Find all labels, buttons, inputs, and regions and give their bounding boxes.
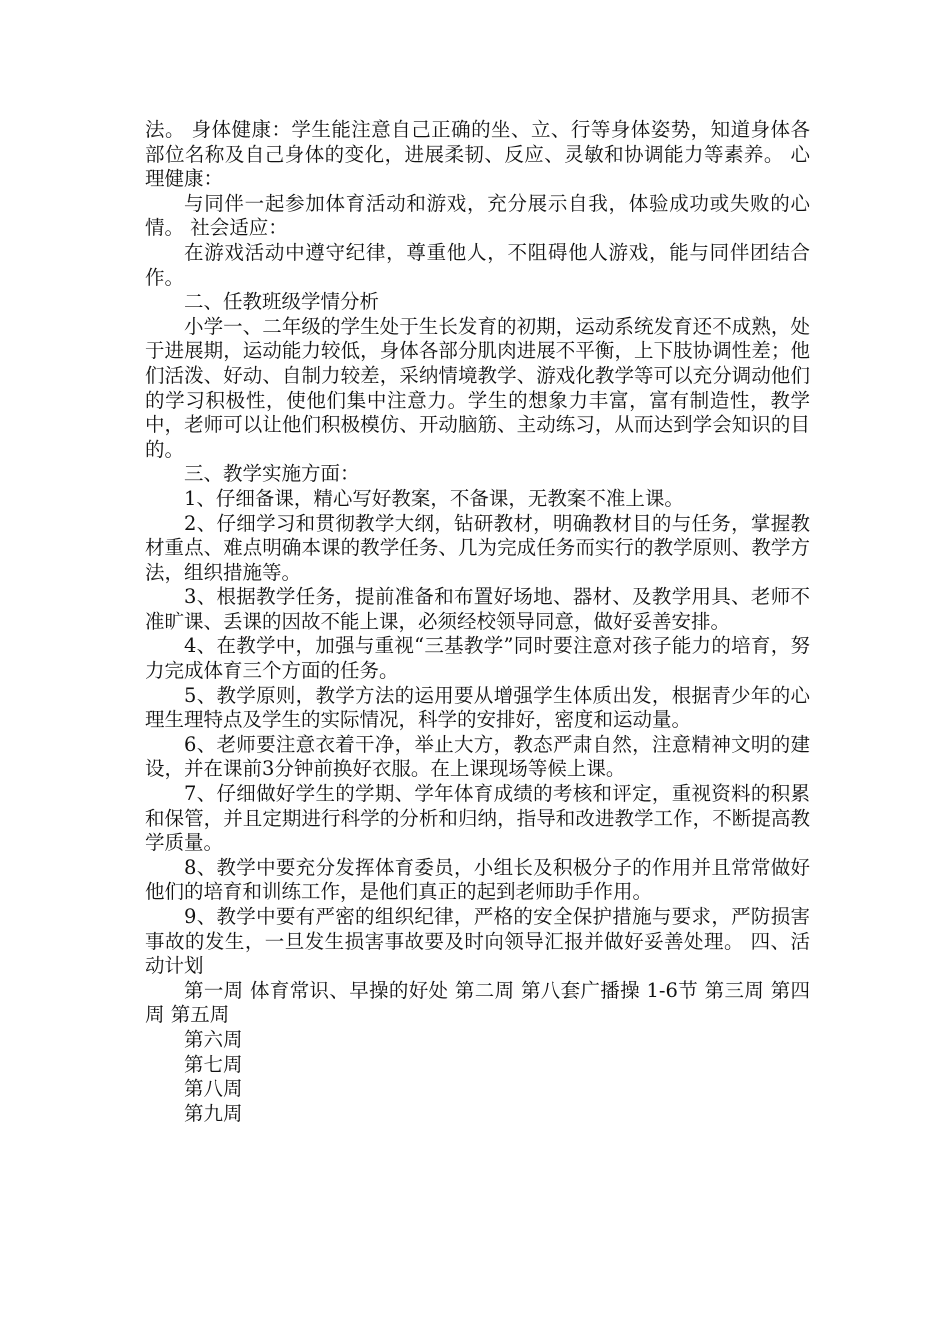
schedule-week-9: 第九周	[184, 1101, 243, 1125]
list-item-6: 6、老师要注意衣着干净，举止大方，教态严肃自然，注意精神文明的建设，并在课前3分钟前换好衣服。在上课现场等候上课。	[145, 732, 810, 781]
paragraph-social: 在游戏活动中遵守纪律，尊重他人，不阻碍他人游戏，能与同伴团结合作。	[145, 240, 810, 289]
section-heading-class-analysis: 二、任教班级学情分析	[184, 290, 380, 314]
list-item-7: 7、仔细做好学生的学期、学年体育成绩的考核和评定，重视资料的积累和保管，并且定期进行科学的分析和归纳，指导和改进教学工作，不断提高教学质量。	[145, 782, 810, 855]
list-item-4: 4、在教学中，加强与重视“三基教学”同时要注意对孩子能力的培育，努力完成体育三个方面的任务。	[145, 634, 810, 683]
schedule-week-7: 第七周	[184, 1052, 243, 1076]
paragraph-psychology: 与同伴一起参加体育活动和游戏，充分展示自我，体验成功或失败的心情。 社会适应：	[145, 191, 810, 240]
list-item-1: 1、仔细备课，精心写好教案，不备课，无教案不准上课。	[184, 486, 684, 510]
schedule-week-8: 第八周	[184, 1077, 243, 1101]
schedule-week-6: 第六周	[184, 1027, 243, 1051]
paragraph-goals-health: 法。 身体健康：学生能注意自己正确的坐、立、行等身体姿势，知道身体各部位名称及自己身体的变化，进展柔韧、反应、灵敏和协调能力等素养。 心理健康：	[145, 118, 810, 191]
section-heading-implementation: 三、教学实施方面：	[184, 462, 360, 486]
document-body	[145, 118, 810, 1126]
paragraph-class-analysis: 小学一、二年级的学生处于生长发育的初期，运动系统发育还不成熟，处于进展期，运动能力较低，身体各部分肌肉进展不平衡，上下肢协调性差；他们活泼、好动、自制力较差，采纳情境教学、游戏化教学等可以充分调动他们的学习积极性，使他们集中注意力。学生的想象力丰富，富有制造性，教学中，老师可以让他们积极模仿、开动脑筋、主动练习，从而达到学会知识的目的。	[145, 314, 810, 461]
list-item-8: 8、教学中要充分发挥体育委员，小组长及积极分子的作用并且常常做好他们的培育和训练工作，是他们真正的起到老师助手作用。	[145, 855, 810, 904]
list-item-3: 3、根据教学任务，提前准备和布置好场地、器材、及教学用具、老师不准旷课、丢课的因故不能上课，必须经校领导同意，做好妥善安排。	[145, 585, 810, 633]
list-item-5: 5、教学原则，教学方法的运用要从增强学生体质出发，根据青少年的心理生理特点及学生的实际情况，科学的安排好，密度和运动量。	[145, 683, 810, 732]
schedule-weeks-1-5: 第一周 体育常识、早操的好处 第二周 第八套广播操 1-6节 第三周 第四周 第五周	[145, 978, 810, 1027]
list-item-2: 2、仔细学习和贯彻教学大纲，钻研教材，明确教材目的与任务，掌握教材重点、难点明确本课的教学任务、几为完成任务而实行的教学原则、教学方法，组织措施等。	[145, 511, 810, 584]
list-item-9: 9、教学中要有严密的组织纪律，严格的安全保护措施与要求，严防损害事故的发生，一旦发生损害事故要及时向领导汇报并做好妥善处理。 四、活动计划	[145, 905, 810, 978]
